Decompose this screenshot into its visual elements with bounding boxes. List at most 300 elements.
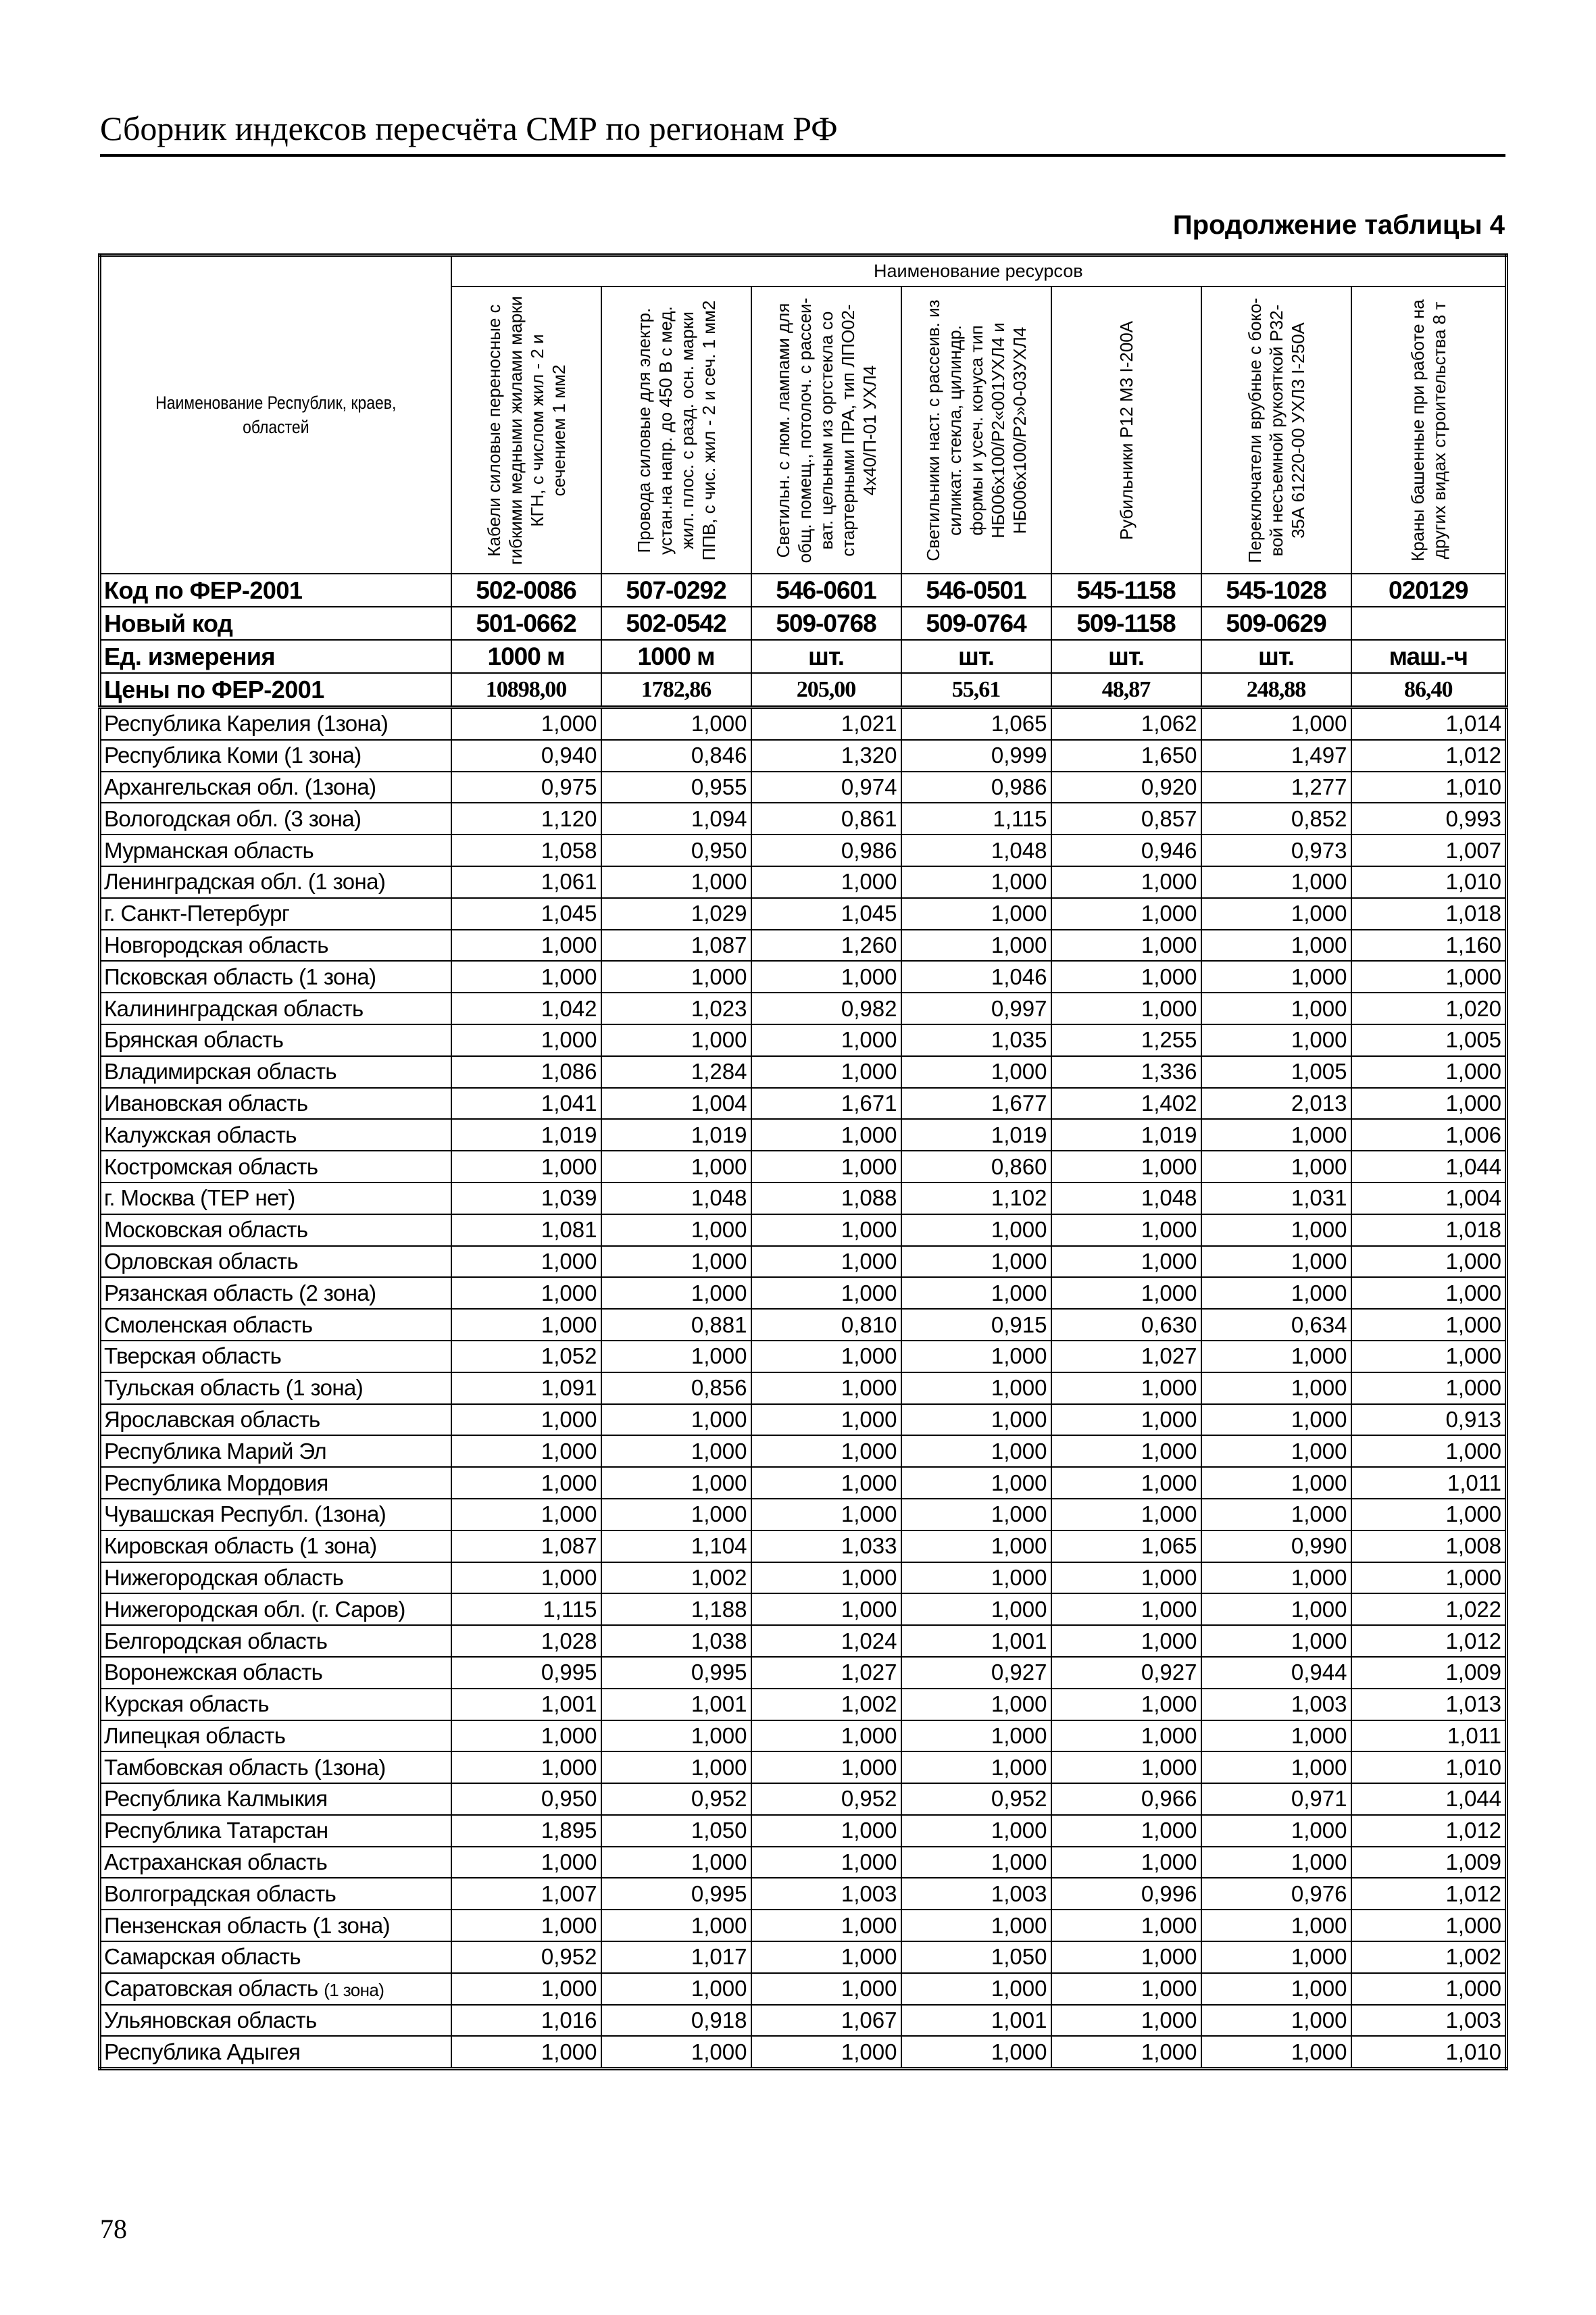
index-value: 1,000: [901, 1246, 1051, 1278]
unit-cell: 1000 м: [451, 640, 601, 673]
table-row: [100, 1372, 1507, 1404]
index-value: 1,008: [1351, 1530, 1507, 1562]
index-value: 0,974: [751, 772, 901, 803]
fer-code-cell: 546-0501: [901, 574, 1051, 607]
table-row: [100, 1941, 1507, 1973]
index-value: 1,000: [1351, 1372, 1507, 1404]
index-value: 1,000: [751, 1815, 901, 1847]
index-value: 1,000: [601, 1467, 751, 1499]
resources-header: Наименование ресурсов: [451, 255, 1507, 287]
region-label: Белгородская область: [104, 1628, 328, 1653]
index-value: 1,045: [751, 898, 901, 930]
index-value: 1,000: [901, 1372, 1051, 1404]
page-number: 78: [100, 2214, 127, 2244]
unit-cell: 1000 м: [601, 640, 751, 673]
index-value: 1,000: [1051, 866, 1201, 898]
index-value: 1,000: [901, 1815, 1051, 1847]
region-name: [100, 740, 451, 772]
index-value: 0,952: [751, 1783, 901, 1815]
index-value: 0,852: [1201, 803, 1351, 835]
new-code-cell: 502-0542: [601, 607, 751, 640]
index-value: 1,010: [1351, 866, 1507, 898]
price-cell: 1782,86: [601, 673, 751, 707]
index-value: 1,000: [1351, 961, 1507, 993]
index-value: 1,065: [1051, 1530, 1201, 1562]
index-value: 1,000: [601, 1499, 751, 1530]
index-value: 1,003: [901, 1878, 1051, 1910]
region-name: [100, 1689, 451, 1720]
index-value: 1,000: [901, 866, 1051, 898]
index-value: 1,000: [901, 1847, 1051, 1878]
index-value: 1,000: [1201, 1119, 1351, 1151]
index-value: 0,997: [901, 993, 1051, 1024]
region-name: [100, 930, 451, 962]
index-value: 0,966: [1051, 1783, 1201, 1815]
index-value: 0,986: [901, 772, 1051, 803]
corner-header: Наименование Республик, краев, областей: [100, 255, 451, 574]
index-value: 1,039: [451, 1183, 601, 1214]
index-value: 1,087: [451, 1530, 601, 1562]
region-name: [100, 1878, 451, 1910]
index-value: 0,857: [1051, 803, 1201, 835]
index-value: 0,918: [601, 2005, 751, 2037]
index-value: 1,012: [1351, 1878, 1507, 1910]
index-value: 1,028: [451, 1625, 601, 1657]
price-cell: 48,87: [1051, 673, 1201, 707]
index-value: 1,061: [451, 866, 601, 898]
table-row: [100, 1119, 1507, 1151]
region-name: [100, 1625, 451, 1657]
table-row: [100, 1467, 1507, 1499]
table-row: [100, 866, 1507, 898]
index-value: 1,000: [751, 1720, 901, 1752]
table-row: [100, 1847, 1507, 1878]
index-value: 1,001: [601, 1689, 751, 1720]
index-value: 1,000: [601, 1214, 751, 1246]
region-name: [100, 1372, 451, 1404]
table-row: [100, 1151, 1507, 1183]
index-value: 1,012: [1351, 1625, 1507, 1657]
region-label: г. Санкт-Петербург: [104, 901, 290, 926]
index-value: 1,010: [1351, 1751, 1507, 1783]
index-value: 1,081: [451, 1214, 601, 1246]
index-value: 1,000: [601, 866, 751, 898]
index-value: 1,000: [1051, 1372, 1201, 1404]
index-value: 1,000: [901, 898, 1051, 930]
region-label: Республика Коми (1 зона): [104, 743, 361, 768]
index-value: 1,000: [601, 2036, 751, 2068]
region-label: г. Москва (ТЕР нет): [104, 1185, 295, 1211]
index-value: 1,035: [901, 1024, 1051, 1056]
index-value: 1,000: [901, 1973, 1051, 2005]
new-code-cell: 501-0662: [451, 607, 601, 640]
index-value: 1,000: [901, 1435, 1051, 1467]
unit-cell: шт.: [1051, 640, 1201, 673]
table-row: [100, 2005, 1507, 2037]
table-row: [100, 740, 1507, 772]
index-value: 1,000: [751, 1151, 901, 1183]
index-value: 1,000: [751, 1973, 901, 2005]
region-name: [100, 1910, 451, 1941]
index-value: 1,402: [1051, 1088, 1201, 1120]
table-row: [100, 930, 1507, 962]
index-value: 1,000: [1201, 1973, 1351, 2005]
index-value: 1,000: [1201, 1341, 1351, 1372]
index-value: 1,038: [601, 1625, 751, 1657]
new-code-cell: 509-0629: [1201, 607, 1351, 640]
table-row: [100, 1815, 1507, 1847]
index-value: 1,000: [451, 1751, 601, 1783]
zone-note: (1 зона): [324, 1980, 384, 2001]
region-label: Нижегородская обл. (г. Саров): [104, 1596, 405, 1622]
index-value: 1,067: [751, 2005, 901, 2037]
index-value: 1,000: [901, 1214, 1051, 1246]
index-value: 0,630: [1051, 1309, 1201, 1341]
index-value: 1,000: [1051, 1720, 1201, 1752]
region-name: [100, 1720, 451, 1752]
index-value: 1,009: [1351, 1657, 1507, 1689]
index-value: 1,000: [1051, 1214, 1201, 1246]
index-value: 0,995: [451, 1657, 601, 1689]
index-value: 1,000: [1201, 1024, 1351, 1056]
index-value: 1,000: [751, 1593, 901, 1625]
index-value: 0,999: [901, 740, 1051, 772]
index-value: 1,000: [451, 1847, 601, 1878]
resource-name-header: [901, 287, 1051, 574]
table-row: [100, 1593, 1507, 1625]
fer-code-cell: 546-0601: [751, 574, 901, 607]
index-value: 0,986: [751, 835, 901, 866]
table-row: [100, 1277, 1507, 1309]
index-value: 1,000: [901, 1499, 1051, 1530]
region-name: [100, 1973, 451, 2005]
index-value: 1,041: [451, 1088, 601, 1120]
new-code-cell: 509-0768: [751, 607, 901, 640]
index-value: 1,000: [751, 1277, 901, 1309]
index-value: 1,050: [601, 1815, 751, 1847]
index-value: 1,045: [451, 898, 601, 930]
index-value: 1,160: [1351, 930, 1507, 962]
index-value: 2,013: [1201, 1088, 1351, 1120]
table-row: [100, 961, 1507, 993]
region-name: [100, 2036, 451, 2068]
index-value: 1,000: [1051, 1435, 1201, 1467]
index-value: 1,012: [1351, 740, 1507, 772]
region-label: Вологодская обл. (3 зона): [104, 805, 361, 831]
index-value: 1,000: [1201, 1562, 1351, 1594]
index-value: 1,000: [751, 1467, 901, 1499]
index-value: 1,001: [901, 1625, 1051, 1657]
region-name: [100, 803, 451, 835]
price-cell: 55,61: [901, 673, 1051, 707]
region-label: Калининградская область: [104, 995, 364, 1021]
index-value: 1,000: [751, 1372, 901, 1404]
index-value: 1,000: [751, 1562, 901, 1594]
index-value: 1,000: [901, 1593, 1051, 1625]
index-value: 1,018: [1351, 1214, 1507, 1246]
index-value: 0,944: [1201, 1657, 1351, 1689]
region-label: Республика Адыгея: [104, 2039, 301, 2064]
index-value: 1,044: [1351, 1151, 1507, 1183]
index-value: 1,046: [901, 961, 1051, 993]
resource-name-text: Светильники наст. с рассеив. из силикат. стекла, цилиндр. формы и усеч. конуса тип НБ006х100/Р2«001УХЛ4 и НБ006х100/Р2»0-03УХЛ4: [922, 299, 1030, 562]
resource-name-header: [451, 287, 601, 574]
table-row: [100, 993, 1507, 1024]
region-label: Псковская область (1 зона): [104, 964, 376, 989]
resource-name-text: Переключатели врубные с боко-вой несъемной рукояткой Р32-35А 61220-00 УХЛ3 I-250А: [1244, 297, 1308, 563]
header-rule: [100, 154, 1505, 157]
table-row: [100, 1910, 1507, 1941]
index-value: 1,024: [751, 1625, 901, 1657]
region-label: Волгоградская область: [104, 1881, 336, 1906]
table-row: [100, 1720, 1507, 1752]
index-value: 1,000: [901, 1467, 1051, 1499]
index-value: 1,088: [751, 1183, 901, 1214]
row-label: Код по ФЕР-2001: [100, 574, 451, 607]
index-value: 1,000: [1201, 961, 1351, 993]
region-name: [100, 1467, 451, 1499]
index-value: 0,946: [1051, 835, 1201, 866]
index-value: 1,000: [1051, 930, 1201, 962]
index-value: 0,952: [601, 1783, 751, 1815]
index-value: 0,950: [451, 1783, 601, 1815]
index-value: 0,995: [601, 1657, 751, 1689]
index-value: 1,048: [601, 1183, 751, 1214]
index-value: 1,023: [601, 993, 751, 1024]
index-value: 1,000: [1351, 1973, 1507, 2005]
resource-name-header: [751, 287, 901, 574]
index-value: 1,000: [751, 1499, 901, 1530]
region-label: Астраханская область: [104, 1849, 328, 1875]
index-value: 1,000: [901, 1404, 1051, 1436]
index-value: 1,000: [1051, 2005, 1201, 2037]
index-value: 1,000: [1201, 1625, 1351, 1657]
region-label: Нижегородская область: [104, 1564, 344, 1590]
index-value: 1,000: [751, 1246, 901, 1278]
index-value: 1,000: [451, 1910, 601, 1941]
index-value: 1,115: [901, 803, 1051, 835]
index-value: 0,996: [1051, 1878, 1201, 1910]
fer-code-cell: 545-1028: [1201, 574, 1351, 607]
price-cell: 10898,00: [451, 673, 601, 707]
index-value: 1,000: [451, 1277, 601, 1309]
index-value: 1,044: [1351, 1783, 1507, 1815]
table-caption: Продолжение таблицы 4: [1172, 210, 1505, 240]
region-name: [100, 1815, 451, 1847]
index-value: 1,021: [751, 707, 901, 740]
index-value: 0,861: [751, 803, 901, 835]
table-row: [100, 1341, 1507, 1372]
table-row: [100, 1657, 1507, 1689]
index-value: 1,000: [1201, 1277, 1351, 1309]
index-value: 1,000: [751, 1024, 901, 1056]
price-cell: 205,00: [751, 673, 901, 707]
region-name: [100, 1277, 451, 1309]
index-value: 1,000: [601, 1246, 751, 1278]
table-row: [100, 1024, 1507, 1056]
index-value: 1,000: [901, 1751, 1051, 1783]
index-value: 1,062: [1051, 707, 1201, 740]
index-value: 1,255: [1051, 1024, 1201, 1056]
index-value: 1,000: [901, 1562, 1051, 1594]
region-name: [100, 1593, 451, 1625]
region-label: Тверская область: [104, 1343, 282, 1369]
index-value: 1,000: [1201, 1847, 1351, 1878]
index-value: 0,860: [901, 1151, 1051, 1183]
table-row: [100, 1973, 1507, 2005]
index-value: 1,000: [1351, 1435, 1507, 1467]
region-label: Брянская область: [104, 1027, 284, 1053]
index-value: 1,000: [451, 1246, 601, 1278]
fer-code-cell: 507-0292: [601, 574, 751, 607]
region-name: [100, 1847, 451, 1878]
index-value: 1,000: [1201, 866, 1351, 898]
index-value: 1,000: [751, 1941, 901, 1973]
index-value: 1,003: [1351, 2005, 1507, 2037]
index-value: 1,000: [1351, 1309, 1507, 1341]
index-value: 1,000: [1201, 1467, 1351, 1499]
region-label: Республика Татарстан: [104, 1818, 328, 1843]
index-value: 1,000: [1051, 961, 1201, 993]
fer-code-cell: 502-0086: [451, 574, 601, 607]
table-row: [100, 1088, 1507, 1120]
index-value: 1,002: [601, 1562, 751, 1594]
index-value: 1,000: [1201, 1246, 1351, 1278]
index-value: 0,990: [1201, 1530, 1351, 1562]
index-value: 1,000: [1351, 1910, 1507, 1941]
index-value: 1,000: [1351, 1562, 1507, 1594]
index-value: 1,013: [1351, 1689, 1507, 1720]
region-label: Костромская область: [104, 1153, 318, 1179]
index-value: 1,019: [601, 1119, 751, 1151]
resource-name-text: Рубильники Р12 М3 I-200А: [1116, 320, 1137, 540]
index-value: 1,000: [1051, 1815, 1201, 1847]
region-label: Республика Мордовия: [104, 1470, 328, 1495]
index-value: 1,014: [1351, 707, 1507, 740]
index-value: 1,000: [1201, 1435, 1351, 1467]
region-label: Орловская область: [104, 1248, 299, 1274]
table-row: [100, 1309, 1507, 1341]
index-value: 0,940: [451, 740, 601, 772]
region-label: Ивановская область: [104, 1090, 308, 1116]
index-value: 1,000: [1201, 1941, 1351, 1973]
index-value: 1,031: [1201, 1183, 1351, 1214]
index-value: 1,000: [601, 1847, 751, 1878]
index-value: 1,094: [601, 803, 751, 835]
index-value: 1,048: [901, 835, 1051, 866]
index-value: 1,052: [451, 1341, 601, 1372]
new-code-cell: [1351, 607, 1507, 640]
region-name: [100, 1183, 451, 1214]
index-value: 1,000: [1201, 1751, 1351, 1783]
index-value: 1,000: [1201, 2036, 1351, 2068]
row-label: Ед. измерения: [100, 640, 451, 673]
fer-code-cell: 545-1158: [1051, 574, 1201, 607]
index-value: 1,000: [1351, 1246, 1507, 1278]
region-name: [100, 1024, 451, 1056]
index-value: 1,011: [1351, 1467, 1507, 1499]
table-row: [100, 1246, 1507, 1278]
index-value: 0,846: [601, 740, 751, 772]
region-label: Республика Марий Эл: [104, 1438, 327, 1464]
index-value: 1,000: [451, 1404, 601, 1436]
region-label: Ленинградская обл. (1 зона): [104, 869, 386, 895]
index-value: 1,065: [901, 707, 1051, 740]
region-name: [100, 1499, 451, 1530]
index-value: 1,000: [1351, 1056, 1507, 1088]
index-value: 1,000: [1051, 1847, 1201, 1878]
index-value: 1,000: [601, 1910, 751, 1941]
index-value: 1,019: [1051, 1119, 1201, 1151]
index-value: 0,913: [1351, 1404, 1507, 1436]
region-name: [100, 1056, 451, 1088]
index-value: 0,995: [601, 1878, 751, 1910]
regional-index-table: [98, 253, 1508, 2070]
index-value: 1,000: [1201, 898, 1351, 930]
index-value: 1,000: [451, 707, 601, 740]
index-value: 1,027: [751, 1657, 901, 1689]
index-value: 1,000: [901, 930, 1051, 962]
index-value: 1,000: [1351, 1499, 1507, 1530]
index-value: 1,000: [451, 1720, 601, 1752]
table-row: [100, 1751, 1507, 1783]
index-value: 1,005: [1351, 1024, 1507, 1056]
row-label: Цены по ФЕР-2001: [100, 673, 451, 707]
index-value: 1,000: [1051, 1277, 1201, 1309]
region-name: [100, 1214, 451, 1246]
index-value: 1,000: [451, 2036, 601, 2068]
index-value: 1,497: [1201, 740, 1351, 772]
region-label: Новгородская область: [104, 932, 328, 957]
index-value: 1,000: [751, 1341, 901, 1372]
index-value: 1,018: [1351, 898, 1507, 930]
index-value: 1,120: [451, 803, 601, 835]
index-value: 1,086: [451, 1056, 601, 1088]
index-value: 1,000: [1201, 993, 1351, 1024]
index-value: 1,000: [1051, 1404, 1201, 1436]
index-value: 1,000: [451, 1562, 601, 1594]
index-value: 0,950: [601, 835, 751, 866]
index-value: 1,188: [601, 1593, 751, 1625]
region-name: [100, 835, 451, 866]
index-value: 0,952: [901, 1783, 1051, 1815]
resource-name-header: [601, 287, 751, 574]
index-value: 1,000: [901, 1056, 1051, 1088]
index-value: 1,000: [901, 2036, 1051, 2068]
index-value: 1,000: [601, 961, 751, 993]
index-value: 1,650: [1051, 740, 1201, 772]
index-value: 1,004: [601, 1088, 751, 1120]
index-value: 1,000: [451, 1499, 601, 1530]
region-name: [100, 1941, 451, 1973]
region-label: Липецкая область: [104, 1722, 286, 1748]
index-value: 1,000: [451, 1151, 601, 1183]
index-value: 1,001: [901, 2005, 1051, 2037]
index-value: 1,020: [1351, 993, 1507, 1024]
index-value: 0,982: [751, 993, 901, 1024]
new-code-row: [100, 607, 1507, 640]
index-value: 1,000: [451, 1435, 601, 1467]
index-value: 1,000: [901, 1341, 1051, 1372]
index-value: 0,975: [451, 772, 601, 803]
region-name: [100, 1119, 451, 1151]
index-value: 1,000: [901, 1689, 1051, 1720]
index-value: 1,000: [1201, 1499, 1351, 1530]
index-value: 1,277: [1201, 772, 1351, 803]
index-value: 1,000: [751, 1847, 901, 1878]
region-label: Пензенская область (1 зона): [104, 1912, 391, 1938]
index-value: 1,000: [1051, 1910, 1201, 1941]
